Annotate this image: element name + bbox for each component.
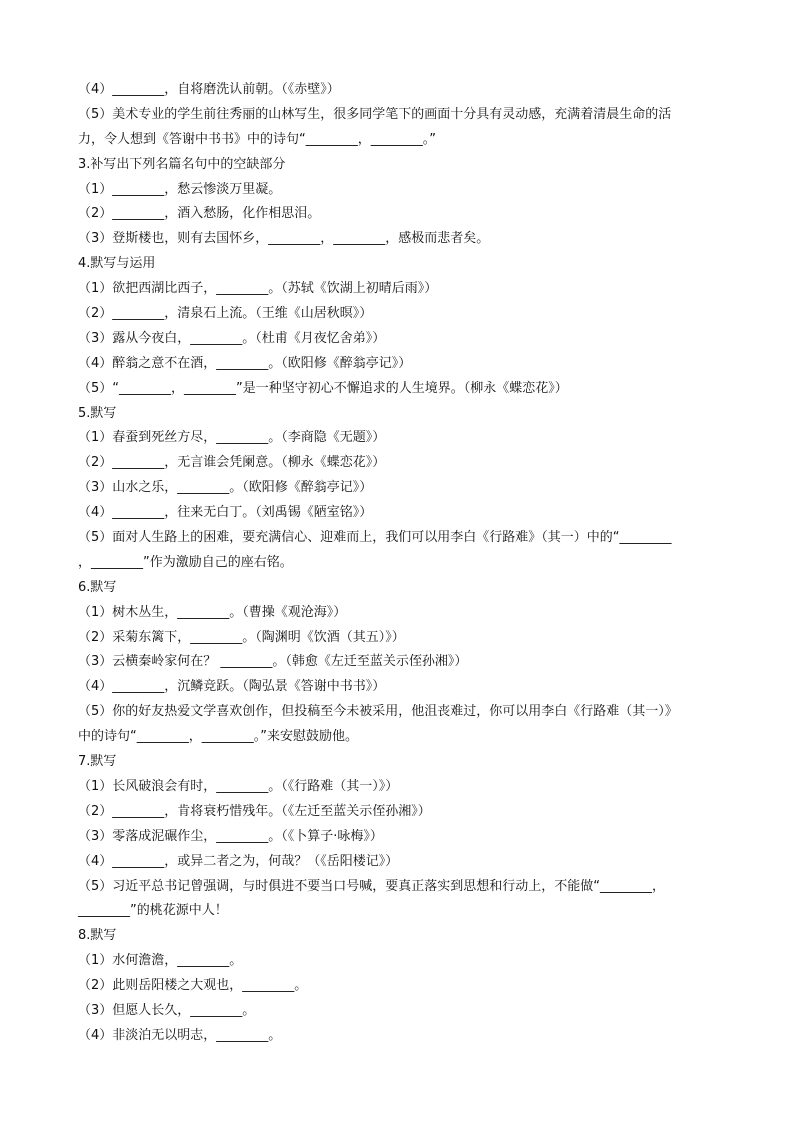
question-line: （5）“________，________”是一种坚守初心不懈追求的人生境界。（柳永《蝶恋花》） (78, 380, 568, 396)
question-line: （2）采菊东篱下，________。（陶渊明《饮酒（其五）》） (78, 629, 405, 645)
question-line: （5）美术专业的学生前往秀丽的山林写生，很多同学笔下的画面十分具有灵动感，充满着清晨生命的活 (78, 106, 672, 122)
section-heading: 7.默写 (78, 754, 117, 770)
section-heading: 8.默写 (78, 928, 117, 944)
question-line: （4）非淡泊无以明志，________。 (78, 1027, 282, 1043)
question-line: （1）欲把西湖比西子，________。（苏轼《饮湖上初晴后雨》） (78, 281, 438, 297)
question-line: （3）云横秦岭家何在？ ________。（韩愈《左迁至蓝关示侄孙湘》） (78, 654, 468, 670)
question-line: （3）山水之乐，________。（欧阳修《醉翁亭记》） (78, 480, 373, 496)
question-line: 力，令人想到《答谢中书书》中的诗句“________，________。” (78, 131, 436, 147)
question-line: （1）________，愁云惨淡万里凝。 (78, 181, 282, 197)
question-line: （5）习近平总书记曾强调，与时俱进不要当口号喊，要真正落实到思想和行动上，不能做“________， (78, 878, 666, 894)
section-heading: 3.补写出下列名篇名句中的空缺部分 (78, 156, 286, 172)
question-line: ________”的桃花源中人！ (78, 903, 228, 919)
question-line: （1）春蚕到死丝方尽，________。（李商隐《无题》） (78, 430, 386, 446)
question-line: ，________”作为激励自己的座右铭。 (78, 554, 293, 570)
question-line: （1）树木丛生，________。（曹操《观沧海》） (78, 604, 347, 620)
question-line: （3）但愿人长久，________。 (78, 1002, 256, 1018)
question-line: （2）________，清泉石上流。（王维《山居秋暝》） (78, 306, 373, 322)
question-line: （2）________，酒入愁肠，化作相思泪。 (78, 206, 321, 222)
question-line: （4）醉翁之意不在酒，________。（欧阳修《醉翁亭记》） (78, 355, 412, 371)
question-line: （2）________，无言谁会凭阑意。（柳永《蝶恋花》） (78, 455, 386, 471)
section-heading: 5.默写 (78, 405, 117, 421)
section-heading: 6.默写 (78, 579, 117, 595)
question-line: （1）水何澹澹，________。 (78, 953, 243, 969)
question-line: （3）零落成泥碾作尘，________。（《卜算子·咏梅》） (78, 828, 383, 844)
question-line: （1）长风破浪会有时，________。（《行路难（其一）》） (78, 778, 399, 794)
question-line: （5）你的好友热爱文学喜欢创作，但投稿至今未被采用，他沮丧难过，你可以用李白《行路难（其一）》 (78, 704, 678, 720)
question-line: （4）________，或异二者之为，何哉？（《岳阳楼记》） (78, 853, 399, 869)
question-line: （4）________，自将磨洗认前朝。（《赤壁》） (78, 82, 340, 97)
question-line: （4）________，沉鳞竞跃。（陶弘景《答谢中书书》） (78, 679, 386, 695)
question-line: （3）露从今夜白，________。（杜甫《月夜忆舍弟》） (78, 330, 386, 346)
section-heading: 4.默写与运用 (78, 256, 156, 272)
question-line: （5）面对人生路上的困难，要充满信心、迎难而上，我们可以用李白《行路难》（其一）中的“________ (78, 530, 672, 546)
question-line: （2）________，肯将衰朽惜残年。（《左迁至蓝关示侄孙湘》） (78, 803, 431, 819)
question-line: （2）此则岳阳楼之大观也，________。 (78, 978, 308, 994)
document-body (78, 78, 728, 1049)
question-line: （4）________，往来无白丁。（刘禹锡《陋室铭》） (78, 505, 373, 521)
question-line: （3）登斯楼也，则有去国怀乡，________，________，感极而悲者矣。 (78, 231, 490, 247)
question-line: 中的诗句“________，________。”来安慰鼓励他。 (78, 729, 358, 745)
